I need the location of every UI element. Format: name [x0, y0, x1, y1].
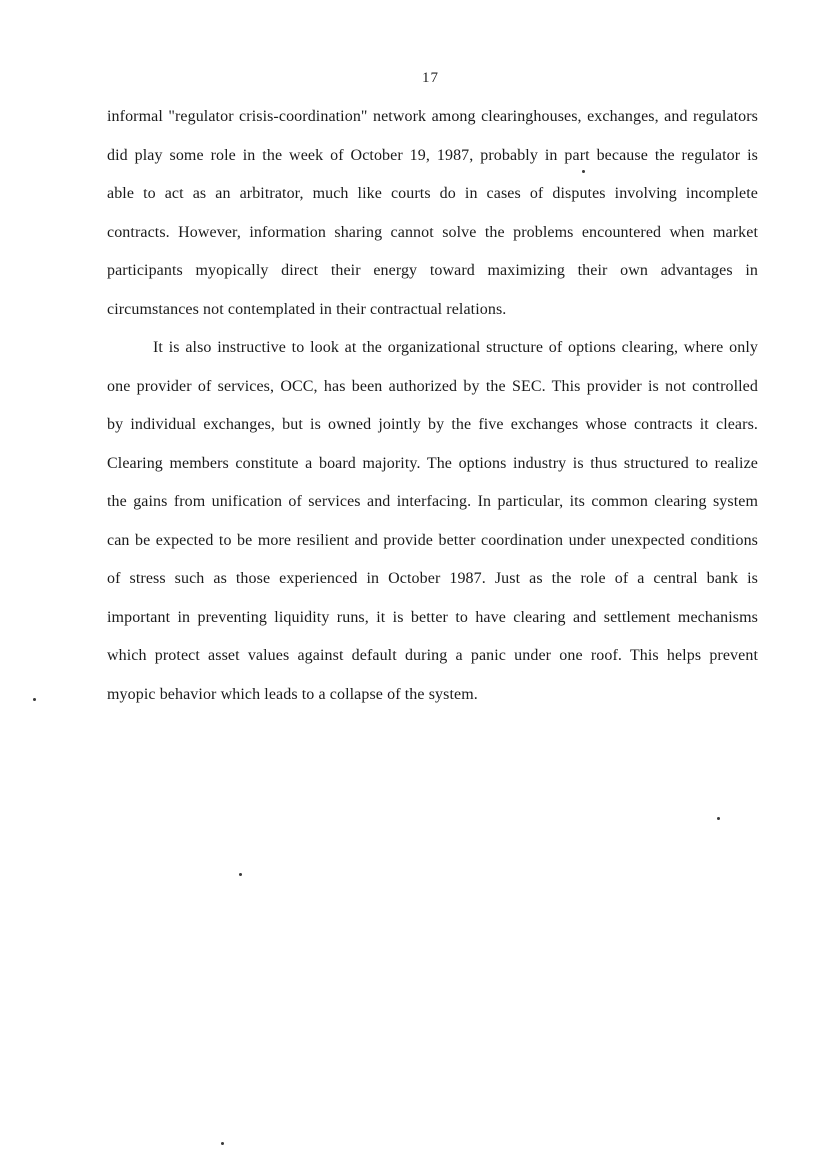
text-line: able to act as an arbitrator, much like courts do in cases of disputes involving incomplete [107, 185, 758, 202]
text-line: contracts. However, information sharing cannot solve the problems encountered when market [107, 223, 758, 241]
text-line: informal "regulator crisis-coordination" network among clearinghouses, exchanges, and regulators [107, 108, 758, 125]
paragraph-2 [107, 329, 758, 714]
scan-artifact-dot [239, 873, 242, 876]
text-line: important in preventing liquidity runs, it is better to have clearing and settlement mechanisms [107, 608, 758, 626]
page-number: 17 [422, 70, 439, 86]
text-line: Clearing members constitute a board majority. The options industry is thus structured to realize [107, 454, 758, 472]
text-line: can be expected to be more resilient and provide better coordination under unexpected conditions [107, 531, 758, 549]
text-line: participants myopically direct their energy toward maximizing their own advantages in [107, 262, 758, 279]
paragraph-1 [107, 98, 758, 329]
text-line: circumstances not contemplated in their contractual relations. [107, 300, 507, 318]
scan-artifact-dot [582, 170, 585, 173]
scan-artifact-dot [717, 817, 720, 820]
text-line: of stress such as those experienced in October 1987. Just as the role of a central bank is [107, 570, 758, 587]
scan-artifact-dot [33, 698, 36, 701]
text-line: one provider of services, OCC, has been authorized by the SEC. This provider is not controlled [107, 377, 758, 395]
scan-artifact-dot [221, 1142, 224, 1145]
text-line: by individual exchanges, but is owned jointly by the five exchanges whose contracts it clears. [107, 416, 758, 433]
text-line: the gains from unification of services and interfacing. In particular, its common clearing system [107, 493, 758, 510]
body-text [107, 98, 758, 714]
text-line: which protect asset values against default during a panic under one roof. This helps prevent [107, 647, 758, 664]
text-line: did play some role in the week of October 19, 1987, probably in part because the regulator is [107, 146, 758, 164]
text-line: myopic behavior which leads to a collapse of the system. [107, 685, 478, 703]
text-line: It is also instructive to look at the organizational structure of options clearing, where only [153, 339, 758, 356]
